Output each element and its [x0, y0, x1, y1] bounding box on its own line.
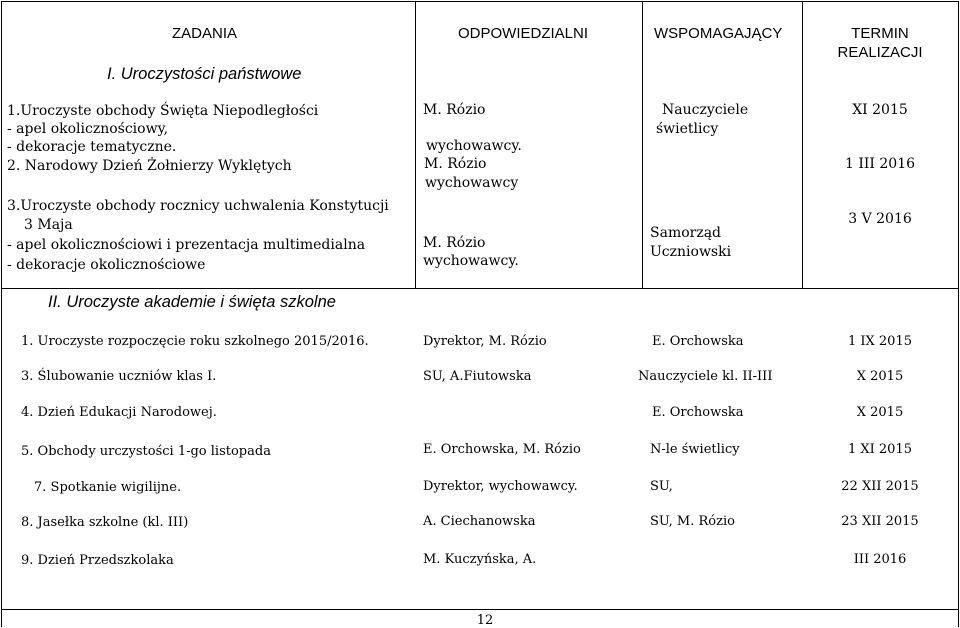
table-row-date: 23 XII 2015 — [841, 514, 919, 529]
header-realizacji: REALIZACJI — [837, 44, 923, 61]
table-row-responsible: E. Orchowska, M. Rózio — [423, 442, 581, 457]
table-row-supporting: N-le świetlicy — [650, 442, 740, 457]
table-row-supporting: E. Orchowska — [652, 334, 744, 349]
responsible-line: M. Rózio — [424, 156, 487, 172]
task-line: - dekoracje tematyczne. — [7, 139, 177, 155]
table-bottom-line — [1, 609, 959, 610]
responsible-line: M. Rózio — [423, 102, 486, 118]
table-row-task: 3. Ślubowanie uczniów klas I. — [21, 369, 217, 384]
table-row-responsible: SU, A.Fiutowska — [423, 369, 532, 384]
task-line: - apel okolicznościowy, — [7, 121, 169, 137]
column-divider-2 — [642, 1, 643, 288]
table-row-task: 9. Dzień Przedszkolaka — [21, 553, 174, 568]
table-row-task: 5. Obchody urczystości 1-go listopada — [21, 444, 271, 459]
table-row-date: X 2015 — [856, 369, 904, 384]
task-line: - apel okolicznościowi i prezentacja multimedialna — [7, 237, 366, 253]
table-row-supporting: SU, M. Rózio — [650, 514, 735, 529]
table-row-task: 7. Spotkanie wigilijne. — [34, 480, 182, 495]
responsible-line: M. Rózio — [423, 235, 486, 251]
table-row-responsible: A. Ciechanowska — [423, 514, 536, 529]
task-line: 1.Uroczyste obchody Święta Niepodległości — [7, 103, 319, 119]
section-divider — [1, 288, 959, 289]
table-row-responsible: Dyrektor, M. Rózio — [423, 334, 547, 349]
date-cell: 3 V 2016 — [848, 211, 912, 227]
table-row-responsible: M. Kuczyńska, A. — [423, 552, 537, 567]
responsible-line: wychowawcy. — [426, 138, 522, 154]
task-line: 3 Maja — [24, 217, 73, 233]
page-number: 12 — [476, 613, 494, 628]
header-zadania: ZADANIA — [172, 25, 238, 42]
table-row-supporting: SU, — [650, 479, 673, 494]
task-line: - dekoracje okolicznościowe — [7, 257, 206, 273]
table-row-supporting: Nauczyciele kl. II-III — [638, 369, 773, 384]
table-row-date: 1 XI 2015 — [847, 442, 912, 457]
table-row-date: 1 IX 2015 — [847, 334, 912, 349]
supporting-line: Samorząd — [650, 225, 722, 241]
section-title-2: II. Uroczyste akademie i święta szkolne — [48, 293, 336, 311]
header-odpowiedzialni: ODPOWIEDZIALNI — [458, 25, 589, 42]
table-border-top — [1, 1, 959, 2]
supporting-line: świetlicy — [656, 121, 719, 137]
header-termin: TERMIN — [851, 25, 909, 42]
section-title-1: I. Uroczystości państwowe — [107, 65, 302, 83]
supporting-line: Nauczyciele — [662, 102, 749, 118]
responsible-line: wychowawcy. — [423, 253, 519, 269]
table-row-task: 1. Uroczyste rozpoczęcie roku szkolnego 2015/2016. — [21, 334, 369, 349]
date-cell: 1 III 2016 — [844, 156, 916, 172]
task-line: 3.Uroczyste obchody rocznicy uchwalenia Konstytucji — [7, 198, 389, 214]
table-row-task: 8. Jasełka szkolne (kl. III) — [21, 515, 189, 530]
table-row-date: 22 XII 2015 — [841, 479, 919, 494]
table-row-supporting: E. Orchowska — [652, 405, 744, 420]
table-row-task: 4. Dzień Edukacji Narodowej. — [21, 405, 217, 420]
table-row-responsible: Dyrektor, wychowawcy. — [423, 479, 578, 494]
supporting-line: Uczniowski — [650, 244, 732, 260]
table-border-right — [958, 1, 959, 627]
header-wspomagajacy: WSPOMAGAJĄCY — [654, 25, 783, 42]
table-row-date: X 2015 — [856, 405, 904, 420]
column-divider-1 — [415, 1, 416, 288]
responsible-line: wychowawcy — [425, 175, 519, 191]
table-border-left — [1, 1, 2, 627]
table-row-date: III 2016 — [853, 552, 907, 567]
date-cell: XI 2015 — [852, 102, 908, 118]
task-line: 2. Narodowy Dzień Żołnierzy Wyklętych — [7, 158, 292, 174]
